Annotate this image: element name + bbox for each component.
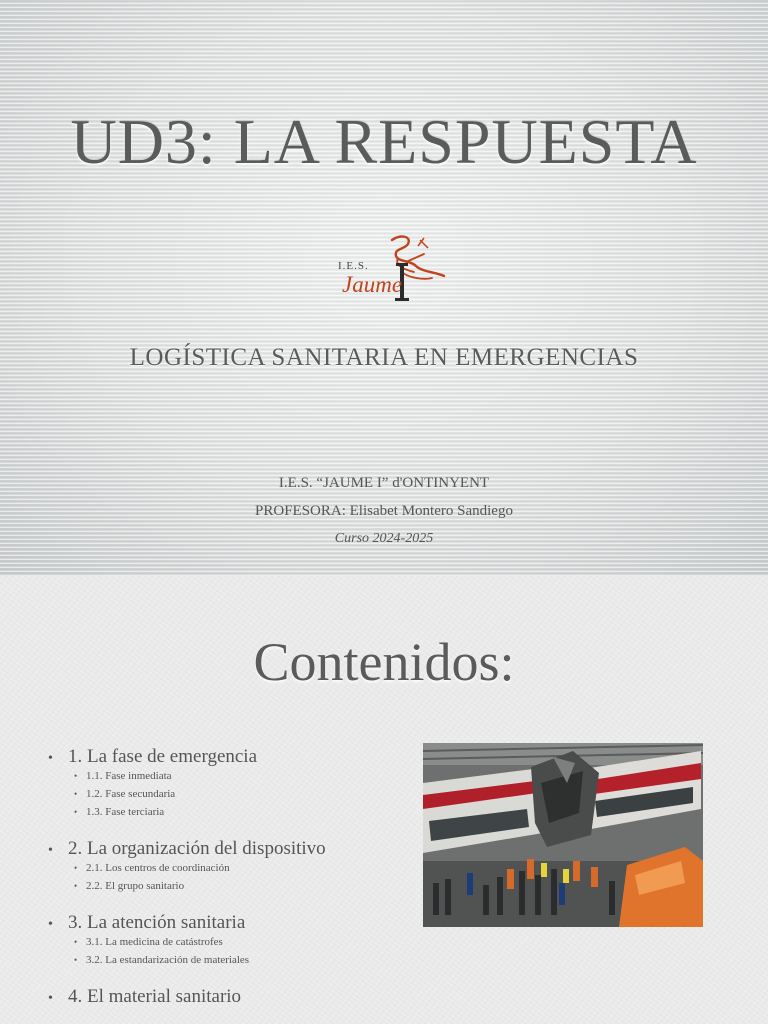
- toc-item-label: 1.3. Fase terciaria: [86, 806, 165, 818]
- toc-item-label: 1.2. Fase secundaria: [86, 788, 176, 800]
- toc-item: [48, 880, 408, 898]
- toc-section-heading: [48, 912, 408, 936]
- course-year: Curso 2024-2025: [334, 531, 434, 546]
- toc-section-4: [48, 986, 408, 1010]
- train-accident-photo: [423, 743, 703, 927]
- toc-item: [48, 770, 408, 788]
- toc-item: [48, 806, 408, 824]
- bullet-icon: •: [74, 863, 78, 873]
- subtitle: LOGÍSTICA SANITARIA EN EMERGENCIAS: [129, 344, 639, 371]
- school-name: I.E.S. “JAUME I” d'ONTINYENT: [278, 475, 490, 491]
- bullet-icon: •: [48, 751, 53, 766]
- contents-slide: [0, 576, 768, 1024]
- toc-item-label: 1.1. Fase inmediata: [86, 770, 172, 782]
- toc-section-label: 1. La fase de emergencia: [68, 746, 258, 767]
- bullet-icon: •: [48, 843, 53, 858]
- photo-illustration: [423, 743, 703, 927]
- toc-item: [48, 936, 408, 954]
- bullet-icon: •: [74, 937, 78, 947]
- toc-item-label: 3.1. La medicina de catástrofes: [86, 936, 223, 948]
- bullet-icon: •: [74, 807, 78, 817]
- toc-item: [48, 954, 408, 972]
- bullet-icon: •: [74, 881, 78, 891]
- toc-section-heading: [48, 986, 408, 1010]
- school-logo: [336, 232, 448, 304]
- toc-section-3: [48, 912, 408, 972]
- toc-item-label: 2.1. Los centros de coordinación: [86, 862, 230, 874]
- teacher-name: PROFESORA: Elisabet Montero Sandiego: [255, 503, 513, 519]
- toc-section-heading: [48, 746, 408, 770]
- toc-section-label: 3. La atención sanitaria: [68, 912, 246, 933]
- bullet-icon: •: [74, 955, 78, 965]
- bullet-icon: •: [74, 789, 78, 799]
- bullet-icon: •: [48, 917, 53, 932]
- toc-item-label: 3.2. La estandarización de materiales: [86, 954, 250, 966]
- toc-section-1: [48, 746, 408, 824]
- logo-jaume-text: Jaume: [342, 272, 403, 297]
- toc-section-label: 4. El material sanitario: [68, 986, 242, 1007]
- bullet-icon: •: [74, 771, 78, 781]
- main-title: UD3: LA RESPUESTA: [70, 106, 698, 177]
- logo-ies-text: I.E.S.: [338, 260, 369, 272]
- toc-item: [48, 788, 408, 806]
- toc-section-2: [48, 838, 408, 898]
- toc-item-label: 2.2. El grupo sanitario: [86, 880, 185, 892]
- contents-title: Contenidos:: [253, 632, 515, 692]
- toc-section-label: 2. La organización del dispositivo: [68, 838, 326, 859]
- bullet-icon: •: [48, 991, 53, 1006]
- toc-section-heading: [48, 838, 408, 862]
- toc-item: [48, 862, 408, 880]
- table-of-contents: [48, 746, 408, 1024]
